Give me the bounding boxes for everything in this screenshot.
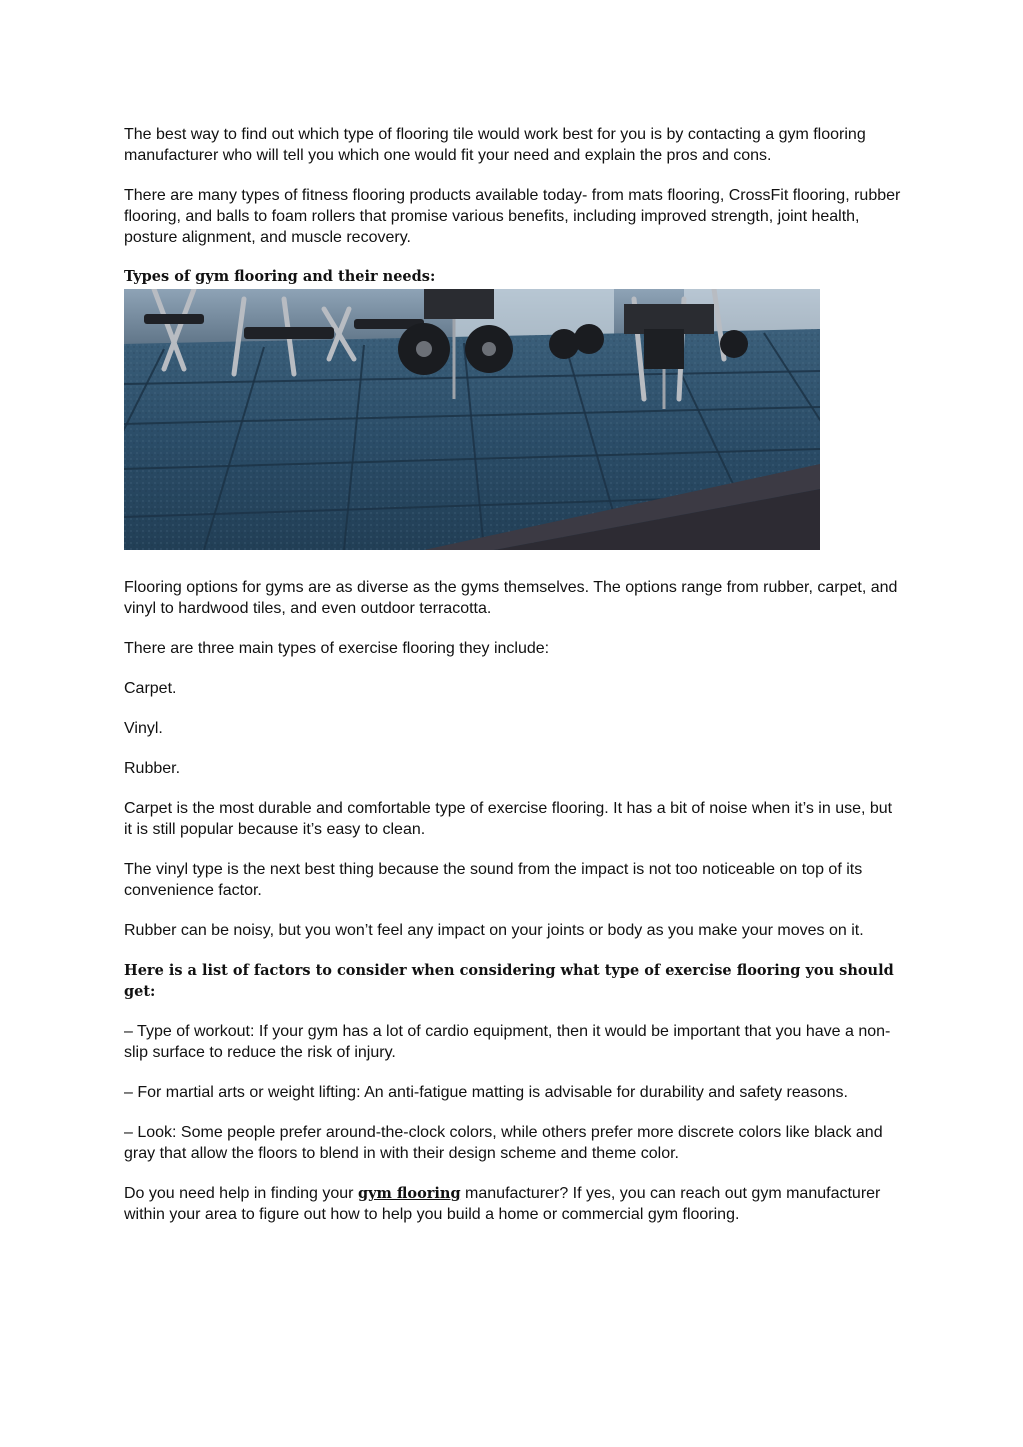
factor-item: – Look: Some people prefer around-the-clock colors, while others prefer more discrete colors like black and gray that allow the floors to blend in with their design scheme and theme color. xyxy=(124,1124,883,1162)
factor-item: – Type of workout: If your gym has a lot of cardio equipment, then it would be important that you have a non-slip surface to reduce the risk of injury. xyxy=(124,1023,891,1061)
vinyl-paragraph: The vinyl type is the next best thing because the sound from the impact is not too noticeable on top of its convenience factor. xyxy=(124,861,863,899)
options-paragraph: Flooring options for gyms are as diverse as the gyms themselves. The options range from rubber, carpet, and vinyl to hardwood tiles, and even outdoor terracotta. xyxy=(124,579,898,617)
three-types-paragraph: There are three main types of exercise flooring they include: xyxy=(124,640,550,657)
gym-floor-photo xyxy=(124,289,820,550)
carpet-paragraph: Carpet is the most durable and comfortable type of exercise flooring. It has a bit of noise when it’s in use, but it is still popular because it’s easy to clean. xyxy=(124,800,893,838)
closing-paragraph xyxy=(124,1183,904,1225)
document-body xyxy=(124,124,904,1225)
list-item: Rubber. xyxy=(124,760,181,777)
intro-paragraph: The best way to find out which type of flooring tile would work best for you is by contacting a gym flooring manufacturer who will tell you which one would fit your need and explain the pros and cons. xyxy=(124,126,866,164)
closing-text-after: manufacturer? If yes, you can reach out gym manufacturer within your area to figure out how to help you build a home or commercial gym flooring. xyxy=(124,1185,881,1223)
list-item: Carpet. xyxy=(124,680,177,697)
products-paragraph: There are many types of fitness flooring products available today- from mats flooring, CrossFit flooring, rubber flooring, and balls to foam rollers that promise various benefits, including improved strength, joint health, posture alignment, and muscle recovery. xyxy=(124,187,901,246)
section-heading-types: Types of gym flooring and their needs: xyxy=(124,268,436,285)
closing-text-before: Do you need help in finding your xyxy=(124,1185,358,1202)
factor-item: – For martial arts or weight lifting: An anti-fatigue matting is advisable for durability and safety reasons. xyxy=(124,1084,848,1101)
gym-flooring-link[interactable]: gym flooring xyxy=(357,1185,461,1202)
rubber-paragraph: Rubber can be noisy, but you won’t feel any impact on your joints or body as you make your moves on it. xyxy=(124,922,864,939)
list-item: Vinyl. xyxy=(124,720,163,737)
section-heading-factors: Here is a list of factors to consider when considering what type of exercise flooring you should get: xyxy=(124,962,894,1000)
